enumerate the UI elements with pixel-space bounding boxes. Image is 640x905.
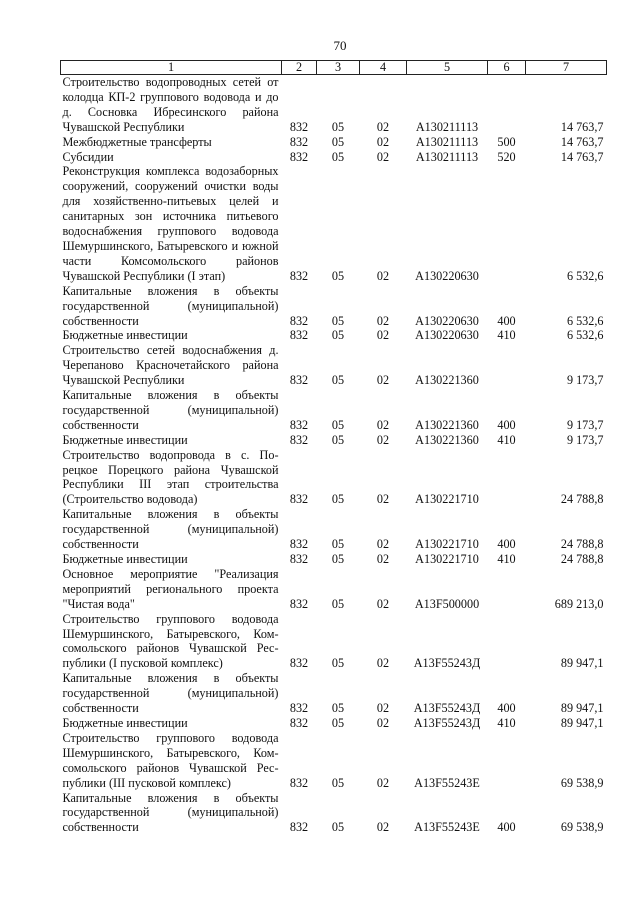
column-header: 3 — [317, 61, 360, 75]
table-row — [61, 150, 607, 165]
section-code: 05 — [331, 313, 345, 328]
section-code: 05 — [331, 492, 345, 507]
item-name: Капитальные вложения в объекты государственной (муниципальной) собственности — [62, 388, 279, 432]
amount: 14 763,7 — [560, 119, 604, 134]
subsection-code: 02 — [376, 775, 390, 790]
subsection-code: 02 — [376, 313, 390, 328]
column-header: 5 — [407, 61, 488, 75]
expense-type-code: 400 — [497, 820, 516, 835]
amount: 9 173,7 — [566, 432, 604, 447]
subsection-code: 02 — [376, 417, 390, 432]
table-row — [61, 552, 607, 567]
expense-type-code — [488, 567, 526, 612]
amount: 69 538,9 — [560, 820, 604, 835]
item-name: Бюджетные инвестиции — [62, 432, 188, 447]
table-row — [61, 328, 607, 343]
table-row — [61, 433, 607, 448]
subsection-code: 02 — [376, 596, 390, 611]
expense-type-code: 400 — [497, 537, 516, 552]
section-code: 05 — [331, 537, 345, 552]
target-article-code: А130211113 — [415, 134, 479, 149]
expense-type-code: 410 — [497, 715, 516, 730]
section-code: 05 — [331, 432, 345, 447]
department-code: 832 — [289, 134, 309, 149]
amount: 24 788,8 — [560, 537, 604, 552]
expense-type-code: 400 — [497, 313, 516, 328]
subsection-code: 02 — [376, 552, 390, 566]
expense-type-code — [488, 731, 526, 791]
target-article-code: А130221360 — [415, 432, 479, 447]
target-article-code: А13F55243Д — [413, 701, 481, 716]
subsection-code: 02 — [376, 820, 390, 835]
department-code: 832 — [289, 313, 309, 328]
department-code: 832 — [289, 119, 309, 134]
amount: 24 788,8 — [560, 552, 604, 566]
target-article-code: А130221710 — [415, 552, 479, 566]
department-code: 832 — [289, 596, 309, 611]
item-name: Бюджетные инвестиции — [62, 552, 188, 566]
table-row — [61, 164, 607, 283]
amount: 89 947,1 — [560, 715, 604, 730]
table-row — [61, 671, 607, 716]
item-name: Капитальные вложения в объекты государственной (муниципальной) собственности — [62, 671, 279, 716]
expense-type-code: 400 — [497, 417, 516, 432]
item-name: Капитальные вложения в объекты государственной (муниципальной) собственности — [62, 283, 279, 328]
department-code: 832 — [289, 268, 309, 283]
table-row — [61, 612, 607, 672]
expense-type-code: 410 — [497, 328, 516, 343]
section-code: 05 — [331, 268, 345, 283]
department-code: 832 — [289, 417, 309, 432]
column-header: 6 — [488, 61, 526, 75]
department-code: 832 — [289, 328, 309, 343]
amount: 69 538,9 — [560, 775, 604, 790]
expense-type-code: 520 — [497, 149, 516, 164]
item-name: Основное мероприятие "Реализация мероприятий регионального проекта "Чистая вода" — [62, 566, 279, 611]
target-article-code: А130220630 — [415, 313, 479, 328]
target-article-code: А130211113 — [415, 119, 479, 134]
department-code: 832 — [289, 775, 309, 790]
budget-table — [60, 60, 607, 835]
item-name: Строительство водопроводных сетей от колодца КП-2 группового водовода и до д. Сосновка Ибресинского района Чувашской Республики — [62, 75, 279, 134]
amount: 9 173,7 — [566, 373, 604, 388]
table-row — [61, 448, 607, 508]
subsection-code: 02 — [376, 328, 390, 343]
expense-type-code — [488, 164, 526, 283]
subsection-code: 02 — [376, 701, 390, 716]
table-row — [61, 507, 607, 552]
table-row — [61, 75, 607, 135]
target-article-code: А130220630 — [415, 268, 479, 283]
column-header: 4 — [360, 61, 407, 75]
item-name: Бюджетные инвестиции — [62, 715, 188, 730]
item-name: Капитальные вложения в объекты государственной (муниципальной) собственности — [62, 790, 279, 835]
subsection-code: 02 — [376, 492, 390, 507]
department-code: 832 — [289, 537, 309, 552]
item-name: Субсидии — [62, 149, 114, 164]
target-article-code: А13F55243Е — [414, 820, 480, 835]
item-name: Капитальные вложения в объекты государственной (муниципальной) собственности — [62, 507, 279, 552]
page-number: 70 — [333, 38, 347, 53]
item-name: Бюджетные инвестиции — [62, 328, 188, 343]
target-article-code: А130221360 — [415, 417, 479, 432]
item-name: Строительство группового водовода Шемуршинского, Батыревского, Комсомольского районов Чувашской Республики (III пусковой комплекс) — [62, 730, 279, 790]
department-code: 832 — [289, 373, 309, 388]
section-code: 05 — [331, 373, 345, 388]
section-code: 05 — [331, 119, 345, 134]
target-article-code: А130220630 — [415, 328, 479, 343]
table-row — [61, 135, 607, 150]
section-code: 05 — [331, 328, 345, 343]
section-code: 05 — [331, 656, 345, 671]
subsection-code: 02 — [376, 134, 390, 149]
subsection-code: 02 — [376, 149, 390, 164]
amount: 14 763,7 — [560, 134, 604, 149]
amount: 89 947,1 — [560, 656, 604, 671]
department-code: 832 — [289, 820, 309, 835]
amount: 6 532,6 — [566, 313, 604, 328]
expense-type-code: 410 — [497, 552, 516, 566]
amount: 14 763,7 — [560, 149, 604, 164]
expense-type-code — [488, 75, 526, 135]
section-code: 05 — [331, 134, 345, 149]
column-header: 2 — [282, 61, 317, 75]
table-body — [61, 75, 607, 836]
item-name: Межбюджетные трансферты — [62, 134, 212, 149]
section-code: 05 — [331, 552, 345, 566]
section-code: 05 — [331, 149, 345, 164]
column-header: 7 — [526, 61, 607, 75]
table-row — [61, 731, 607, 791]
department-code: 832 — [289, 492, 309, 507]
section-code: 05 — [331, 715, 345, 730]
amount: 6 532,6 — [566, 328, 604, 343]
subsection-code: 02 — [376, 119, 390, 134]
target-article-code: А13F55243Д — [413, 715, 481, 730]
target-article-code: А130221710 — [415, 492, 479, 507]
subsection-code: 02 — [376, 715, 390, 730]
section-code: 05 — [331, 596, 345, 611]
table-row — [61, 716, 607, 731]
section-code: 05 — [331, 417, 345, 432]
column-number-header — [61, 61, 607, 75]
department-code: 832 — [289, 149, 309, 164]
expense-type-code — [488, 448, 526, 508]
table-row — [61, 567, 607, 612]
expense-type-code — [488, 343, 526, 388]
target-article-code: А130221710 — [415, 537, 479, 552]
section-code: 05 — [331, 701, 345, 716]
expense-type-code: 410 — [497, 432, 516, 447]
department-code: 832 — [289, 552, 309, 566]
department-code: 832 — [289, 701, 309, 716]
amount: 6 532,6 — [566, 268, 604, 283]
subsection-code: 02 — [376, 537, 390, 552]
table-row — [61, 284, 607, 329]
item-name: Строительство сетей водоснабжения д. Черепаново Красночетайского района Чувашской Республики — [62, 343, 279, 388]
table-row — [61, 343, 607, 388]
amount: 9 173,7 — [566, 417, 604, 432]
department-code: 832 — [289, 432, 309, 447]
amount: 24 788,8 — [560, 492, 604, 507]
expense-type-code: 500 — [497, 134, 516, 149]
section-code: 05 — [331, 775, 345, 790]
subsection-code: 02 — [376, 432, 390, 447]
subsection-code: 02 — [376, 656, 390, 671]
expense-type-code: 400 — [497, 701, 516, 716]
table-row — [61, 791, 607, 836]
item-name: Строительство группового водовода Шемуршинского, Батыревского, Комсомольского районов Чувашской Республики (I пусковой комплекс) — [62, 611, 279, 671]
expense-type-code — [488, 612, 526, 672]
item-name: Строительство водопровода в с. Порецкое Порецкого района Чувашской Республики III этап строительства (Строительство водовода) — [62, 447, 279, 507]
subsection-code: 02 — [376, 268, 390, 283]
department-code: 832 — [289, 715, 309, 730]
item-name: Реконструкция комплекса водозаборных сооружений, сооружений очистки воды для хозяйственно-питьевых целей и санитарных зон источника питьевого водоснабжения группового водовода Шемуршинского, Батыревского и южной части Комсомольского районов Чувашской Республики (I этап) — [62, 164, 279, 283]
amount: 689 213,0 — [554, 596, 604, 611]
target-article-code: А130211113 — [415, 149, 479, 164]
column-header: 1 — [61, 61, 282, 75]
target-article-code: А13F500000 — [414, 596, 480, 611]
table-row — [61, 388, 607, 433]
department-code: 832 — [289, 656, 309, 671]
amount: 89 947,1 — [560, 701, 604, 716]
target-article-code: А130221360 — [415, 373, 479, 388]
subsection-code: 02 — [376, 373, 390, 388]
target-article-code: А13F55243Е — [414, 775, 480, 790]
target-article-code: А13F55243Д — [413, 656, 481, 671]
section-code: 05 — [331, 820, 345, 835]
